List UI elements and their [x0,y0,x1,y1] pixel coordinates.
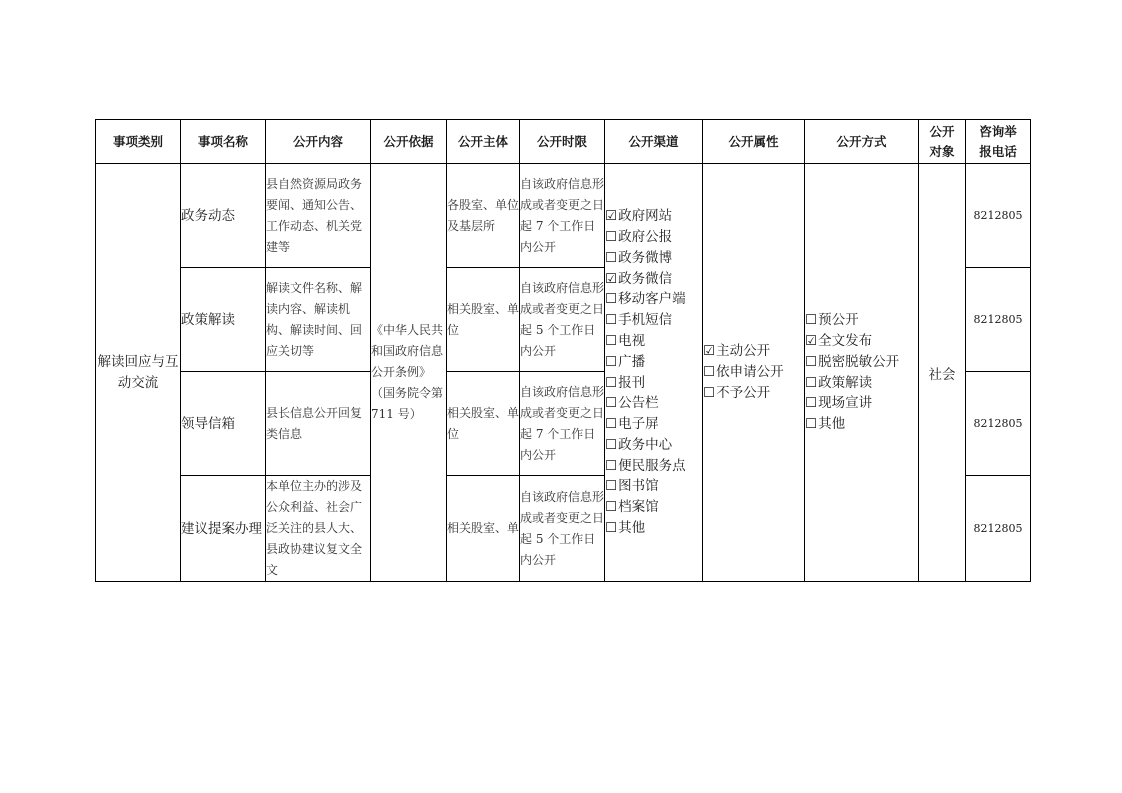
category-cell: 解读回应与互动交流 [96,164,181,582]
method-option [805,331,918,352]
channel-option [605,289,702,310]
checkbox-icon: ☐ [605,436,618,453]
channel-option [605,518,702,539]
method-option-label: 政策解读 [818,374,873,391]
content-cell: 本单位主办的涉及公众利益、社会广泛关注的县人大、县政协建议复文全文 [266,476,371,582]
channel-option-label: 档案馆 [618,499,659,516]
channel-option-label: 电视 [618,332,646,349]
attribute-option-label: 主动公开 [716,343,771,360]
checkbox-icon: ☑ [605,270,618,287]
phone-cell: 8212805 [966,164,1031,268]
attribute-option [703,383,804,404]
channel-option-label: 其他 [618,520,646,537]
channel-option [605,414,702,435]
checkbox-icon: ☐ [605,353,618,370]
subject-cell: 相关股室、单 [447,476,520,582]
checkbox-icon: ☑ [805,332,818,349]
time-limit-cell: 自该政府信息形成或者变更之日起 5 个工作日内公开 [520,476,605,582]
checkbox-icon: ☐ [805,395,818,412]
channel-option [605,497,702,518]
method-option-label: 其他 [818,416,846,433]
method-option-label: 现场宣讲 [818,395,873,412]
header-category: 事项类别 [96,120,181,164]
channel-option-label: 移动客户端 [618,291,686,308]
channel-option [605,227,702,248]
method-option [805,352,918,373]
channel-option [605,248,702,269]
header-row [96,120,1031,164]
content-cell: 解读文件名称、解读内容、解读机构、解读时间、回应关切等 [266,268,371,372]
item-name-cell: 建议提案办理 [181,476,266,582]
checkbox-icon: ☐ [805,416,818,433]
channel-option-label: 手机短信 [618,312,673,329]
header-phone-line1: 咨询举 [979,123,1017,139]
attribute-list [703,164,805,582]
method-option [805,414,918,435]
channel-option [605,352,702,373]
channel-option-label: 便民服务点 [618,457,686,474]
item-name-cell: 政策解读 [181,268,266,372]
channel-option-label: 报刊 [618,374,646,391]
channel-option-label: 政务微博 [618,249,673,266]
checkbox-icon: ☐ [605,478,618,495]
checkbox-icon: ☐ [605,249,618,266]
attribute-option-label: 不予公开 [716,384,771,401]
content-cell: 县长信息公开回复类信息 [266,372,371,476]
method-option-label: 预公开 [818,312,859,329]
channel-option-label: 公告栏 [618,395,659,412]
channel-option [605,331,702,352]
checkbox-icon: ☐ [805,353,818,370]
channel-option [605,373,702,394]
attribute-option [703,362,804,383]
checkbox-icon: ☑ [703,343,716,360]
method-option-label: 全文发布 [818,332,873,349]
channel-option [605,476,702,497]
channel-option-label: 广播 [618,353,646,370]
header-basis: 公开依据 [371,120,447,164]
header-subject: 公开主体 [447,120,520,164]
checkbox-icon: ☐ [605,457,618,474]
header-time-limit: 公开时限 [520,120,605,164]
phone-cell: 8212805 [966,268,1031,372]
checkbox-icon: ☐ [605,291,618,308]
channel-option-label: 电子屏 [618,416,659,433]
header-content: 公开内容 [266,120,371,164]
method-option [805,310,918,331]
subject-cell: 相关股室、单位 [447,372,520,476]
channel-option [605,456,702,477]
header-phone [966,120,1031,164]
phone-cell: 8212805 [966,476,1031,582]
method-option [805,373,918,394]
checkbox-icon: ☐ [805,374,818,391]
header-channel: 公开渠道 [605,120,703,164]
basis-cell: 《中华人民共和国政府信息公开条例》（国务院令第 711 号） [371,164,447,582]
checkbox-icon: ☐ [703,364,716,381]
channel-option-label: 政务微信 [618,270,673,287]
channel-option [605,206,702,227]
channel-option [605,269,702,290]
time-limit-cell: 自该政府信息形成或者变更之日起 7 个工作日内公开 [520,372,605,476]
method-list [805,164,919,582]
checkbox-icon: ☐ [605,395,618,412]
checkbox-icon: ☑ [605,208,618,225]
channel-option-label: 图书馆 [618,478,659,495]
channel-option-label: 政府网站 [618,208,673,225]
channel-option-label: 政府公报 [618,228,673,245]
channel-option [605,310,702,331]
checkbox-icon: ☐ [605,499,618,516]
item-name-cell: 政务动态 [181,164,266,268]
method-option [805,393,918,414]
method-option-label: 脱密脱敏公开 [818,353,900,370]
checkbox-icon: ☐ [605,374,618,391]
checkbox-icon: ☐ [605,312,618,329]
header-target [919,120,966,164]
header-item-name: 事项名称 [181,120,266,164]
checkbox-icon: ☐ [605,416,618,433]
header-target-line1: 公开 [929,123,955,139]
header-attribute: 公开属性 [703,120,805,164]
channel-option [605,435,702,456]
header-target-line2: 对象 [929,143,955,159]
header-phone-line2: 报电话 [979,143,1017,159]
checkbox-icon: ☐ [605,520,618,537]
channel-list [605,164,703,582]
table-row [96,164,1031,268]
channel-option [605,393,702,414]
subject-cell: 相关股室、单位 [447,268,520,372]
time-limit-cell: 自该政府信息形成或者变更之日起 7 个工作日内公开 [520,164,605,268]
checkbox-icon: ☐ [805,312,818,329]
header-method: 公开方式 [805,120,919,164]
checkbox-icon: ☐ [703,384,716,401]
phone-cell: 8212805 [966,372,1031,476]
subject-cell: 各股室、单位及基层所 [447,164,520,268]
channel-option-label: 政务中心 [618,436,673,453]
checkbox-icon: ☐ [605,228,618,245]
time-limit-cell: 自该政府信息形成或者变更之日起 5 个工作日内公开 [520,268,605,372]
attribute-option-label: 依申请公开 [716,364,784,381]
content-cell: 县自然资源局政务要闻、通知公告、工作动态、机关党建等 [266,164,371,268]
checkbox-icon: ☐ [605,332,618,349]
attribute-option [703,341,804,362]
disclosure-table [95,119,1031,582]
item-name-cell: 领导信箱 [181,372,266,476]
target-cell: 社会 [919,164,966,582]
